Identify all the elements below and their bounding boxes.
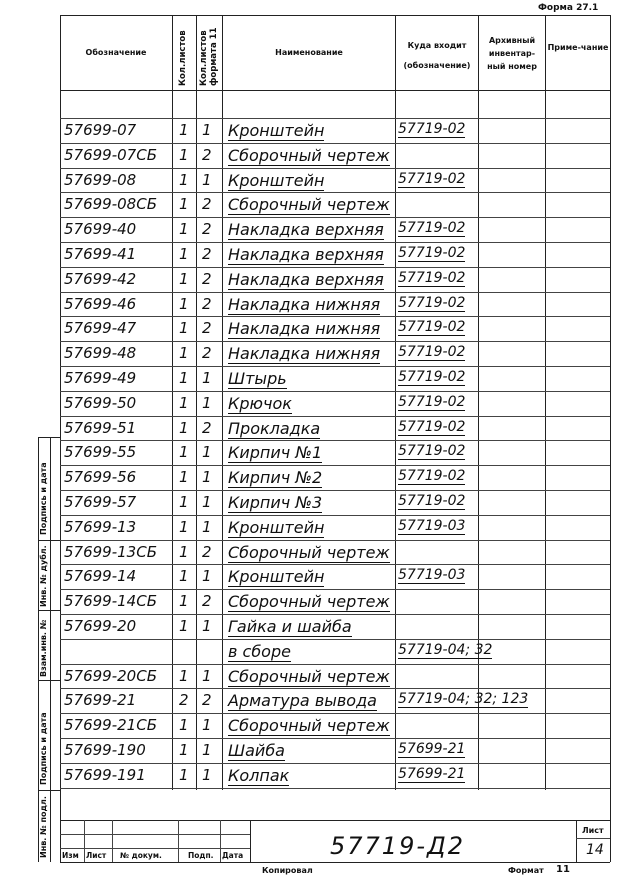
tb-col-sign: Подп. (188, 851, 214, 860)
row-name: Сборочный чертеж (228, 592, 390, 612)
side-replace-inv: Взам.инв. № (39, 619, 48, 677)
row-format-sheets: 1 (202, 666, 212, 685)
side-inv-dup: Инв. № дубл. (39, 545, 48, 607)
copied-label: Копировал (262, 866, 313, 875)
row-format-sheets: 1 (202, 443, 212, 462)
row-divider (60, 366, 610, 367)
row-designation: 57699-46 (64, 294, 137, 313)
tb-col-date: Дата (222, 851, 244, 860)
row-designation: 57699-08СБ (64, 195, 157, 214)
tb-col-2 (112, 820, 113, 862)
row-where-used: 57719-02 (398, 443, 466, 460)
row-name: в сборе (228, 641, 291, 661)
tb-sheet-sep (576, 838, 610, 839)
row-where-used: 57719-02 (398, 220, 466, 237)
empty-row-line (60, 118, 610, 119)
side-sep-3 (38, 680, 60, 681)
tb-col-4 (220, 820, 221, 862)
row-sheets: 1 (179, 195, 189, 214)
row-name: Кирпич №2 (228, 468, 323, 488)
row-sheets: 1 (179, 269, 189, 288)
row-name: Накладка верхняя (228, 245, 384, 264)
row-designation: 57699-50 (64, 393, 137, 412)
row-divider (60, 440, 610, 441)
tb-row-2 (60, 848, 250, 849)
row-where-used: 57719-03 (398, 517, 466, 534)
row-format-sheets: 1 (202, 617, 212, 635)
row-where-used: 57719-02 (398, 493, 466, 509)
side-sign-date-2: Подпись и дата (39, 712, 48, 785)
row-format-sheets: 2 (202, 691, 212, 710)
row-name: Прокладка (228, 418, 321, 438)
row-format-sheets: 2 (202, 220, 212, 239)
row-sheets: 1 (179, 592, 189, 611)
row-sheets: 1 (179, 765, 189, 784)
row-name: Арматура вывода (228, 691, 377, 711)
row-where-used: 57719-02 (398, 170, 466, 187)
row-name: Накладка верхняя (228, 269, 384, 289)
row-name: Кронштейн (228, 517, 325, 537)
row-name: Накладка нижняя (228, 319, 381, 339)
row-where-used: 57719-02 (398, 369, 466, 385)
form-label: Форма 27.1 (538, 3, 599, 13)
row-sheets: 1 (179, 617, 189, 635)
row-sheets: 1 (179, 121, 189, 139)
col-divider-3 (222, 15, 223, 790)
side-sign-date-1: Подпись и дата (39, 462, 48, 535)
row-name: Сборочный чертеж (228, 145, 390, 165)
row-designation: 57699-20СБ (64, 666, 157, 685)
row-sheets: 1 (179, 493, 189, 511)
row-name: Накладка верхняя (228, 220, 384, 240)
row-name: Кронштейн (228, 567, 325, 587)
row-format-sheets: 1 (202, 567, 212, 586)
row-divider (60, 688, 610, 689)
row-divider (60, 788, 610, 789)
row-format-sheets: 1 (202, 121, 212, 139)
row-sheets: 1 (179, 294, 189, 313)
row-format-sheets: 2 (202, 418, 212, 437)
row-designation: 57699-57 (64, 493, 137, 511)
col-divider-6 (545, 15, 546, 790)
row-format-sheets: 1 (202, 468, 212, 487)
header-archive: Архивный инвентар-ный номер (487, 36, 537, 71)
row-format-sheets: 2 (202, 145, 212, 164)
col-divider-4 (395, 15, 396, 790)
row-designation: 57699-47 (64, 319, 137, 338)
row-sheets: 1 (179, 443, 189, 462)
row-sheets: 2 (179, 691, 189, 710)
side-inv-orig: Инв. № подл. (39, 796, 48, 858)
row-name: Кирпич №3 (228, 493, 323, 512)
row-designation: 57699-14СБ (64, 592, 157, 611)
row-designation: 57699-190 (64, 741, 146, 759)
row-designation: 57699-191 (64, 765, 146, 784)
row-where-used: 57719-03 (398, 567, 466, 584)
row-format-sheets: 2 (202, 269, 212, 288)
side-sep-4 (38, 790, 60, 791)
side-strip-top (38, 437, 60, 438)
row-format-sheets: 2 (202, 245, 212, 263)
sheet-label: Лист (582, 826, 604, 835)
row-sheets: 1 (179, 245, 189, 263)
row-divider (60, 490, 610, 491)
row-format-sheets: 1 (202, 765, 212, 784)
col-divider-1 (172, 15, 173, 790)
row-designation: 57699-13СБ (64, 542, 157, 561)
row-format-sheets: 2 (202, 195, 212, 214)
row-where-used: 57719-04; 32 (398, 641, 493, 658)
header-where-used: Куда входит (обозначение) (403, 41, 471, 70)
row-designation: 57699-51 (64, 418, 137, 437)
row-name: Сборочный чертеж (228, 542, 390, 562)
row-sheets: 1 (179, 666, 189, 685)
row-sheets: 1 (179, 220, 189, 239)
row-designation: 57699-21 (64, 691, 137, 710)
row-name: Кирпич №1 (228, 443, 323, 463)
row-name: Гайка и шайба (228, 617, 352, 636)
frame-top (60, 15, 610, 16)
tb-col-doc: № докум. (120, 851, 162, 860)
row-name: Крючок (228, 393, 292, 413)
row-divider (60, 564, 610, 565)
row-sheets: 1 (179, 393, 189, 412)
sheet-number: 14 (586, 842, 604, 858)
row-name: Кронштейн (228, 170, 325, 190)
header-sheets: Кол.листов (178, 30, 188, 86)
row-designation: 57699-08 (64, 170, 137, 189)
row-divider (60, 416, 610, 417)
row-where-used: 57719-02 (398, 245, 466, 261)
row-designation: 57699-42 (64, 269, 137, 288)
tb-col-3 (178, 820, 179, 862)
row-divider (60, 763, 610, 764)
row-where-used: 57719-02 (398, 269, 466, 286)
row-name: Сборочный чертеж (228, 716, 390, 736)
row-format-sheets: 1 (202, 369, 212, 387)
row-name: Сборочный чертеж (228, 195, 390, 215)
header-sheets-format: Кол.листов формата 11 (199, 27, 219, 86)
header-name: Наименование (275, 48, 343, 57)
tb-col-izm: Изм (62, 851, 79, 860)
row-divider (60, 713, 610, 714)
row-divider (60, 292, 610, 293)
row-format-sheets: 1 (202, 741, 212, 759)
row-designation: 57699-13 (64, 517, 137, 536)
col-divider-5 (478, 15, 479, 790)
row-name: Шайба (228, 741, 285, 760)
row-where-used: 57719-02 (398, 418, 466, 435)
row-designation: 57699-49 (64, 369, 137, 387)
title-block-top (60, 820, 610, 821)
row-sheets: 1 (179, 344, 189, 363)
row-designation: 57699-20 (64, 617, 137, 635)
row-designation: 57699-21СБ (64, 716, 157, 735)
tb-col-6 (576, 820, 577, 862)
row-where-used: 57699-21 (398, 765, 466, 782)
row-where-used: 57719-02 (398, 468, 466, 485)
row-divider (60, 664, 610, 665)
header-note: Приме-чание (547, 43, 609, 52)
row-divider (60, 316, 610, 317)
row-format-sheets: 2 (202, 592, 212, 611)
tb-col-list: Лист (86, 851, 107, 860)
row-sheets: 1 (179, 542, 189, 561)
row-sheets: 1 (179, 741, 189, 759)
side-strip-mid (50, 437, 51, 862)
frame-right (610, 15, 611, 862)
header-bottom (60, 90, 610, 91)
row-designation: 57699-56 (64, 468, 137, 487)
row-sheets: 1 (179, 716, 189, 735)
col-divider-2 (196, 15, 197, 790)
side-sep-1 (38, 540, 60, 541)
tb-col-5 (250, 820, 251, 862)
row-divider (60, 341, 610, 342)
row-sheets: 1 (179, 145, 189, 164)
row-where-used: 57719-04; 32; 123 (398, 691, 529, 708)
row-format-sheets: 1 (202, 493, 212, 511)
row-divider (60, 242, 610, 243)
row-divider (60, 738, 610, 739)
frame-bottom (60, 862, 610, 863)
tb-col-1 (84, 820, 85, 862)
row-sheets: 1 (179, 418, 189, 437)
row-sheets: 1 (179, 319, 189, 338)
row-divider (60, 217, 610, 218)
tb-row-1 (60, 834, 250, 835)
row-sheets: 1 (179, 517, 189, 536)
row-name: Штырь (228, 369, 287, 388)
row-designation: 57699-14 (64, 567, 137, 586)
row-designation: 57699-07 (64, 121, 137, 139)
row-divider (60, 614, 610, 615)
row-designation: 57699-07СБ (64, 145, 157, 164)
row-divider (60, 465, 610, 466)
format-label: Формат (508, 866, 544, 875)
row-sheets: 1 (179, 468, 189, 487)
row-where-used: 57699-21 (398, 741, 466, 757)
row-sheets: 1 (179, 369, 189, 387)
header-designation: Обозначение (85, 48, 147, 57)
row-name: Накладка нижняя (228, 344, 381, 364)
row-format-sheets: 2 (202, 294, 212, 313)
row-designation: 57699-55 (64, 443, 137, 462)
row-divider (60, 192, 610, 193)
row-where-used: 57719-02 (398, 121, 466, 137)
row-where-used: 57719-02 (398, 319, 466, 336)
row-name: Колпак (228, 765, 290, 785)
side-sep-2 (38, 610, 60, 611)
row-format-sheets: 2 (202, 344, 212, 363)
row-format-sheets: 1 (202, 170, 212, 189)
row-divider (60, 639, 610, 640)
row-name: Сборочный чертеж (228, 666, 390, 686)
row-designation: 57699-40 (64, 220, 137, 239)
row-where-used: 57719-02 (398, 393, 466, 410)
row-format-sheets: 1 (202, 716, 212, 735)
row-name: Кронштейн (228, 121, 325, 140)
row-designation: 57699-41 (64, 245, 137, 263)
row-divider (60, 589, 610, 590)
row-divider (60, 168, 610, 169)
row-divider (60, 143, 610, 144)
row-name: Накладка нижняя (228, 294, 381, 314)
row-divider (60, 540, 610, 541)
row-divider (60, 267, 610, 268)
row-where-used: 57719-02 (398, 344, 466, 361)
row-format-sheets: 1 (202, 393, 212, 412)
format-value: 11 (556, 864, 570, 875)
row-divider (60, 515, 610, 516)
row-format-sheets: 2 (202, 319, 212, 338)
row-sheets: 1 (179, 170, 189, 189)
row-designation: 57699-48 (64, 344, 137, 363)
row-where-used: 57719-02 (398, 294, 466, 311)
row-format-sheets: 2 (202, 542, 212, 561)
doc-code: 57719-Д2 (330, 832, 466, 860)
row-divider (60, 391, 610, 392)
row-sheets: 1 (179, 567, 189, 586)
row-format-sheets: 1 (202, 517, 212, 536)
